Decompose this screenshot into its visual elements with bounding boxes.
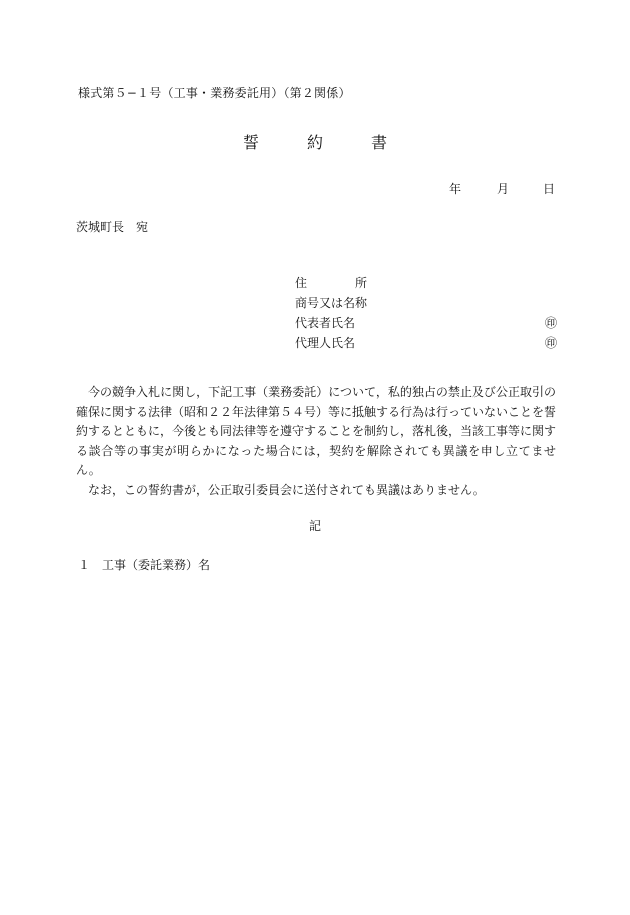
- seal-mark-agent: ㊞: [544, 336, 557, 350]
- signer-agent-row: [295, 333, 557, 353]
- date-day-label: 日: [543, 182, 556, 196]
- seal-mark-representative: ㊞: [544, 316, 557, 330]
- date-line: [449, 180, 555, 197]
- pledge-paragraph-1: 今の競争入札に関し，下記工事（業務委託）について，私的独占の禁止及び公正取引の確保に関する法律（昭和２２年法律第５４号）等に抵触する行為は行っていないことを誓約するとともに，今後とも同法律等を遵守することを制約し，落札後，当該工事等に関する談合等の事実が明らかになった場合には，契約を解除されても異議を申し立てません。: [76, 385, 557, 477]
- company-name-label: 商号又は名称: [295, 296, 368, 310]
- form-identifier: 様式第５−１号（工事・業務委託用）（第２関係）: [78, 86, 351, 100]
- signer-block: [295, 273, 557, 353]
- representative-name-label: 代表者氏名: [295, 316, 356, 330]
- signer-address-row: [295, 273, 557, 293]
- pledge-body: [76, 383, 556, 500]
- title-char-1: 誓: [242, 133, 259, 152]
- item-number: １: [78, 558, 91, 572]
- list-item: [78, 556, 210, 573]
- title-char-3: 書: [371, 133, 388, 152]
- address-label-char-1: 住: [295, 276, 308, 290]
- ki-heading: 記: [308, 519, 321, 533]
- signer-company-row: [295, 293, 557, 313]
- title-char-2: 約: [306, 133, 323, 152]
- agent-name-label: 代理人氏名: [295, 336, 356, 350]
- document-title: [0, 130, 630, 153]
- date-month-label: 月: [497, 182, 510, 196]
- signer-representative-row: [295, 313, 557, 333]
- addressee: 茨城町長 宛: [76, 220, 149, 234]
- date-year-label: 年: [449, 182, 462, 196]
- item-label: 工事（委託業務）名: [102, 558, 211, 572]
- pledge-paragraph-2: なお，この誓約書が，公正取引委員会に送付されても異議はありません。: [88, 482, 485, 497]
- address-label-char-2: 所: [355, 276, 368, 290]
